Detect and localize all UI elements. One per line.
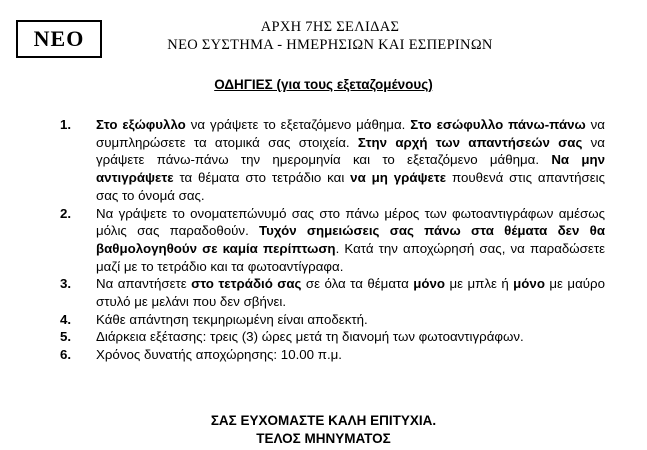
instruction-item	[60, 346, 605, 364]
neo-badge: ΝΕΟ	[16, 20, 102, 58]
instruction-text-segment: Κάθε απάντηση τεκμηριωμένη είναι αποδεκτή.	[96, 311, 368, 327]
instruction-number: 3.	[60, 276, 72, 292]
instruction-text-segment: πουθενά στις απαντήσεις σας το όνομά σας.	[96, 170, 605, 203]
instruction-text	[96, 328, 605, 346]
instruction-text-segment: σε όλα τα θέματα	[301, 276, 414, 292]
instruction-number: 5.	[60, 329, 72, 345]
instruction-text-segment: με μαύρο στυλό με μελάνι που δεν σβήνει.	[96, 276, 605, 310]
instruction-text-segment: τα θέματα στο τετράδιο και	[173, 170, 351, 186]
instruction-number: 2.	[60, 205, 72, 221]
emphasis-text: Τυχόν σημειώσεις σας πάνω στα θέματα δεν θα βαθμολογηθούν σε καμία περίπτωση	[96, 223, 606, 256]
instruction-text	[96, 116, 605, 205]
footer-line-2: ΤΕΛΟΣ ΜΗΝΥΜΑΤΟΣ	[256, 431, 391, 446]
emphasis-text: Να μην αντιγράψετε	[96, 152, 606, 186]
header-line-1: ΑΡΧΗ 7ΗΣ ΣΕΛΙΔΑΣ	[260, 19, 400, 35]
instruction-number: 1.	[60, 117, 72, 132]
emphasis-text: Στο εξώφυλλο	[96, 117, 186, 132]
instruction-text-segment: να συμπληρώσετε τα ατομικά σας στοιχεία.	[96, 117, 605, 150]
emphasis-text: στο τετράδιό σας	[191, 276, 302, 292]
emphasis-text: μόνο	[413, 276, 446, 292]
instructions-list	[60, 116, 605, 364]
instruction-text	[96, 205, 605, 276]
instruction-text-segment: Χρόνος δυνατής αποχώρησης: 10.00 π.μ.	[96, 347, 342, 363]
instruction-text-segment: να γράψετε το εξεταζόμενο μάθημα.	[185, 117, 411, 132]
instruction-text	[96, 346, 605, 364]
emphasis-text: Στο εσώφυλλο πάνω-πάνω	[410, 117, 586, 132]
instruction-text-segment: Διάρκεια εξέτασης: τρεις (3) ώρες μετά τη διανομή των φωτοαντιγράφων.	[96, 329, 524, 345]
footer-line-1: ΣΑΣ ΕΥΧΟΜΑΣΤΕ ΚΑΛΗ ΕΠΙΤΥΧΙΑ.	[210, 413, 437, 428]
instruction-text-segment: να γράψετε πάνω-πάνω την ημερομηνία και το εξεταζόμενο μάθημα.	[96, 134, 605, 168]
instruction-text-segment: Να γράψετε το ονοματεπώνυμό σας στο πάνω μέρος των φωτοαντιγράφων αμέσως μόλις σας παραδοθούν.	[96, 205, 605, 239]
instructions-title: ΟΔΗΓΙΕΣ (για τους εξεταζομένους)	[214, 77, 433, 92]
instruction-item	[60, 311, 605, 329]
emphasis-text: μόνο	[513, 276, 545, 292]
instruction-text-segment: με μπλε ή	[445, 276, 514, 292]
instruction-item	[60, 328, 605, 346]
instruction-item	[60, 275, 605, 310]
header-line-2: ΝΕΟ ΣΥΣΤΗΜΑ - ΗΜΕΡΗΣΙΩΝ ΚΑΙ ΕΣΠΕΡΙΝΩΝ	[167, 37, 493, 53]
instruction-text-segment: . Κατά την αποχώρησή σας, να παραδώσετε μαζί με το τετράδιο και τα φωτοαντίγραφα.	[96, 240, 605, 274]
footer	[0, 412, 647, 448]
instruction-text-segment: Να απαντήσετε	[96, 276, 192, 292]
instruction-item	[60, 116, 605, 205]
emphasis-text: να μη γράψετε	[350, 170, 447, 186]
page-header	[120, 18, 540, 54]
instruction-number: 4.	[60, 311, 72, 327]
instruction-number: 6.	[60, 347, 72, 363]
instruction-item	[60, 205, 605, 276]
emphasis-text: Στην αρχή των απαντήσεών σας	[357, 134, 583, 150]
instruction-text	[96, 311, 605, 329]
instruction-text	[96, 275, 605, 310]
